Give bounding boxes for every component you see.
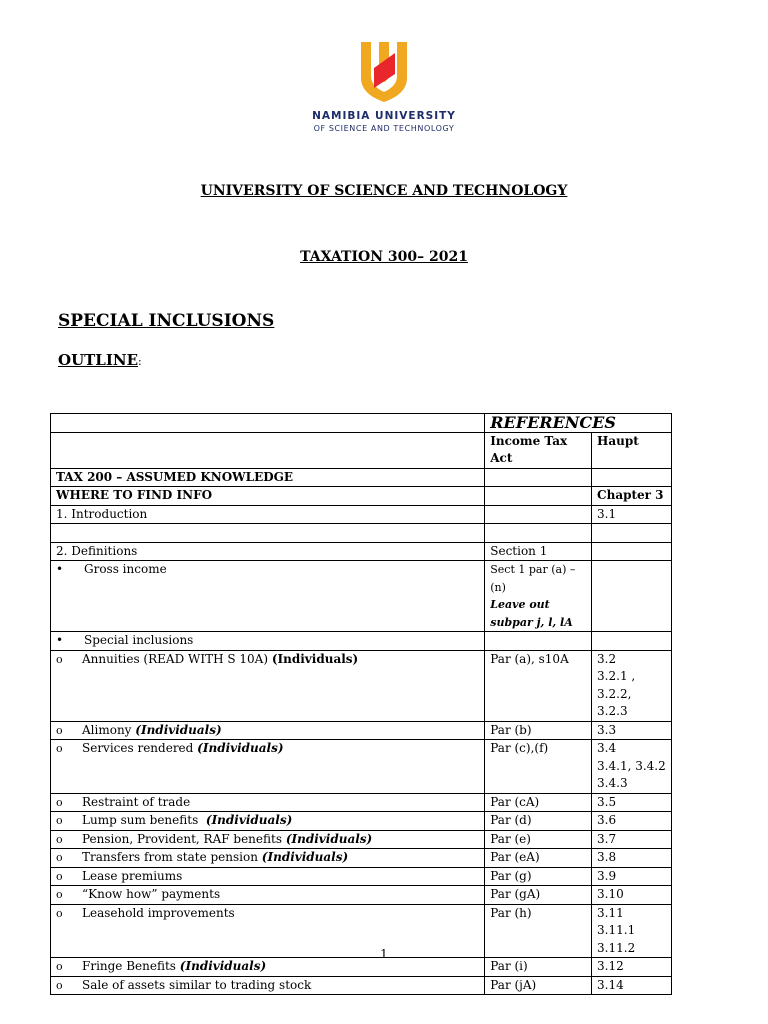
leasehold-haupt-line: 3.11.1 (597, 923, 636, 937)
table-row (51, 721, 672, 740)
leasehold-haupt-line: 3.11.2 (597, 940, 636, 955)
col-income-tax-act: Income Tax Act (485, 432, 592, 468)
course-title: TAXATION 300– 2021 (300, 249, 468, 265)
row-lease-premiums-act: Par (g) (485, 867, 592, 886)
row-lease-premiums (51, 867, 485, 886)
row-definitions: 2. Definitions (51, 542, 485, 561)
annuities-haupt-line: 3.2.1 , 3.2.2, (597, 669, 636, 701)
row-annuities (51, 650, 485, 721)
outline-label: OUTLINE (58, 351, 139, 369)
university-name-line2: OF SCIENCE AND TECHNOLOGY (313, 124, 455, 133)
row-special-inclusions (51, 632, 485, 651)
bullet-icon: • (56, 633, 64, 647)
alimony-tag: (Individuals) (135, 722, 222, 737)
row-sale-assets-haupt: 3.14 (592, 976, 672, 995)
services-label: Services rendered (82, 741, 194, 755)
sub-bullet-icon: o (56, 851, 63, 864)
row-pension (51, 830, 485, 849)
services-haupt-line: 3.4 (597, 741, 617, 755)
table-row (51, 812, 672, 831)
services-haupt-line: 3.4.3 (597, 776, 628, 790)
row-restraint (51, 793, 485, 812)
row-introduction-haupt: 3.1 (592, 505, 672, 524)
lump-sum-tag: (Individuals) (205, 813, 293, 827)
pension-tag: (Individuals) (285, 831, 373, 846)
row-know-how-act: Par (gA) (485, 886, 592, 905)
table-row (51, 468, 672, 487)
row-assumed-knowledge: TAX 200 – ASSUMED KNOWLEDGE (51, 468, 485, 487)
row-lease-premiums-haupt: 3.9 (592, 867, 672, 886)
row-sale-assets-act: Par (jA) (485, 976, 592, 995)
sub-bullet-icon: o (56, 814, 63, 827)
services-haupt-line: 3.4.1, 3.4.2 (597, 758, 666, 773)
annuities-tag: (Individuals) (271, 651, 359, 666)
gross-income-note: Leave out subpar j, l, lA (490, 598, 573, 629)
state-pension-label: Transfers from state pension (82, 850, 258, 864)
lump-sum-label: Lump sum benefits (82, 813, 199, 827)
table-row (51, 650, 672, 721)
sub-bullet-icon: o (56, 978, 63, 992)
outline-table (50, 413, 672, 995)
services-tag: (Individuals) (197, 741, 284, 755)
row-services (51, 740, 485, 794)
leasehold-label: Leasehold improvements (82, 905, 235, 920)
row-lump-sum-haupt: 3.6 (592, 812, 672, 831)
table-row (51, 849, 672, 868)
section-title: SPECIAL INCLUSIONS (58, 311, 275, 331)
row-alimony-act: Par (b) (485, 721, 592, 740)
sub-bullet-icon: o (56, 723, 63, 737)
restraint-label: Restraint of trade (82, 794, 191, 809)
row-sale-assets (51, 976, 485, 995)
row-services-haupt (592, 740, 672, 794)
sub-bullet-icon: o (56, 795, 63, 809)
row-where-to-find-haupt: Chapter 3 (592, 487, 672, 506)
col-haupt: Haupt (592, 432, 672, 468)
pension-label: Pension, Provident, RAF benefits (82, 831, 282, 846)
sub-bullet-icon: o (56, 906, 63, 920)
table-row (51, 432, 672, 468)
table-row (51, 487, 672, 506)
sale-assets-label: Sale of assets similar to trading stock (82, 977, 312, 992)
row-gross-income-act (485, 561, 592, 632)
annuities-haupt-line: 3.2.3 (597, 704, 628, 718)
university-logo (0, 38, 768, 133)
row-state-pension-haupt: 3.8 (592, 849, 672, 868)
row-gross-income (51, 561, 485, 632)
fringe-tag: (Individuals) (179, 959, 267, 973)
table-row (51, 632, 672, 651)
row-introduction: 1. Introduction (51, 505, 485, 524)
row-pension-act: Par (e) (485, 830, 592, 849)
alimony-label: Alimony (82, 722, 132, 737)
table-row (51, 830, 672, 849)
sub-bullet-icon: o (56, 742, 63, 755)
state-pension-tag: (Individuals) (261, 850, 349, 864)
row-annuities-act: Par (a), s10A (485, 650, 592, 721)
leasehold-haupt-line: 3.11 (597, 905, 624, 920)
sub-bullet-icon: o (56, 888, 63, 901)
bullet-icon: • (56, 562, 64, 576)
gross-income-act-text: Sect 1 par (a) – (n) (490, 563, 576, 594)
sub-bullet-icon: o (56, 832, 63, 846)
row-pension-haupt: 3.7 (592, 830, 672, 849)
table-row (51, 793, 672, 812)
table-row (51, 740, 672, 794)
document-title: UNIVERSITY OF SCIENCE AND TECHNOLOGY (200, 183, 568, 199)
references-header: REFERENCES (485, 414, 672, 433)
table-row (51, 561, 672, 632)
row-state-pension (51, 849, 485, 868)
row-restraint-act: Par (cA) (485, 793, 592, 812)
row-annuities-haupt (592, 650, 672, 721)
annuities-haupt-line: 3.2 (597, 651, 617, 666)
table-row (51, 505, 672, 524)
sub-bullet-icon: o (56, 960, 63, 973)
table-row (51, 524, 672, 543)
row-restraint-haupt: 3.5 (592, 793, 672, 812)
fringe-label: Fringe Benefits (82, 959, 176, 973)
row-fringe-act: Par (i) (485, 958, 592, 977)
annuities-label: Annuities (READ WITH S 10A) (82, 651, 269, 666)
row-alimony (51, 721, 485, 740)
outline-heading (58, 351, 142, 369)
row-fringe-haupt: 3.12 (592, 958, 672, 977)
table-row (51, 886, 672, 905)
table-row (51, 414, 672, 433)
university-crest-icon (351, 38, 417, 104)
row-lump-sum-act: Par (d) (485, 812, 592, 831)
special-inclusions-label: Special inclusions (84, 633, 194, 647)
page-number: 1 (380, 947, 388, 961)
outline-colon: : (138, 355, 142, 368)
row-know-how (51, 886, 485, 905)
university-name-line1: NAMIBIA UNIVERSITY (312, 110, 456, 122)
row-services-act: Par (c),(f) (485, 740, 592, 794)
row-where-to-find: WHERE TO FIND INFO (51, 487, 485, 506)
table-row (51, 542, 672, 561)
know-how-label: “Know how” payments (82, 887, 221, 901)
row-lump-sum (51, 812, 485, 831)
row-state-pension-act: Par (eA) (485, 849, 592, 868)
table-row (51, 867, 672, 886)
row-know-how-haupt: 3.10 (592, 886, 672, 905)
sub-bullet-icon: o (56, 652, 63, 666)
row-alimony-haupt: 3.3 (592, 721, 672, 740)
row-definitions-act: Section 1 (485, 542, 592, 561)
lease-premiums-label: Lease premiums (82, 868, 183, 883)
gross-income-label: Gross income (84, 562, 167, 576)
table-row (51, 976, 672, 995)
sub-bullet-icon: o (56, 869, 63, 883)
row-leasehold-act: Par (h) (485, 904, 592, 958)
